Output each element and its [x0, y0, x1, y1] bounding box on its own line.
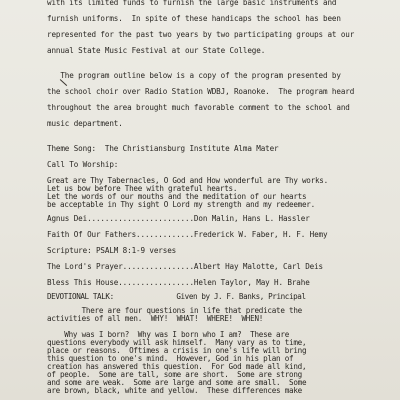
- handwritten-mark: [60, 79, 68, 86]
- program-item-scripture: Scripture: PSALM 8:1-9 verses: [47, 246, 177, 255]
- talk-line-2: activities of all men. WHY! WHAT! WHERE! WHEN!: [47, 314, 264, 323]
- program-item-agnus-dei: Agnus Dei........................Don Malin, Hans L. Hassler: [47, 214, 310, 223]
- worship-line-3: Let the words of our mouths and the meditation of our hearts: [47, 192, 307, 201]
- devotional-talk-heading: DEVOTIONAL TALK: Given by J. F. Banks, Principal: [47, 292, 306, 301]
- talk-line-1: There are four questions in life that predicate the: [47, 306, 302, 315]
- talk-line-8: of people. Some are tall, some are short. Some are strong: [47, 370, 302, 379]
- program-line-1: The program outline below is a copy of the program presented by: [47, 71, 341, 80]
- worship-line-2: Let us bow before Thee with grateful hearts.: [47, 184, 238, 193]
- intro-line-2: furnish uniforms. In spite of these handicaps the school has been: [47, 14, 341, 23]
- talk-line-5: place or reasons. Oftimes a crisis in one's life will bring: [47, 346, 307, 355]
- intro-line-1: with its limited funds to furnish the large basic instruments and: [47, 0, 337, 7]
- program-item-lords-prayer: The Lord's Prayer................Albert Hay Malotte, Carl Deis: [47, 262, 324, 271]
- program-item-bless-this-house: Bless This House.................Helen Taylor, May H. Brahe: [47, 278, 310, 287]
- worship-line-4: be acceptable in Thy sight O Lord my strength and my redeemer.: [47, 200, 315, 209]
- talk-line-10: are brown, black, white and yellow. These differences make: [47, 386, 302, 395]
- talk-line-3: Why was I born? Why was I born who I am? These are: [47, 330, 290, 339]
- intro-line-3: represented for the past two years by two participating groups at our: [47, 30, 355, 39]
- call-to-worship-heading: Call To Worship:: [47, 160, 119, 169]
- talk-line-9: and some are weak. Some are large and some are small. Some: [47, 378, 307, 387]
- worship-line-1: Great are Thy Tabernacles, O God and How wonderful are Thy works.: [47, 176, 328, 185]
- talk-line-7: creation has answered this question. For God made all kind,: [47, 362, 307, 371]
- program-item-faith-of-our-fathers: Faith Of Our Fathers.............Frederick W. Faber, H. F. Hemy: [47, 230, 328, 239]
- intro-line-4: annual State Music Festival at our State College.: [47, 46, 266, 55]
- talk-line-6: this question to one's mind. However, God in his plan of: [47, 354, 294, 363]
- theme-song: Theme Song: The Christiansburg Institute Alma Mater: [47, 144, 279, 153]
- talk-line-4: questions everybody will ask himself. Many vary as to time,: [47, 338, 307, 347]
- program-line-3: throughout the area brought much favorable comment to the school and: [47, 103, 350, 112]
- program-line-2: the school choir over Radio Station WDBJ, Roanoke. The program heard: [47, 87, 355, 96]
- program-line-4: music department.: [47, 119, 123, 128]
